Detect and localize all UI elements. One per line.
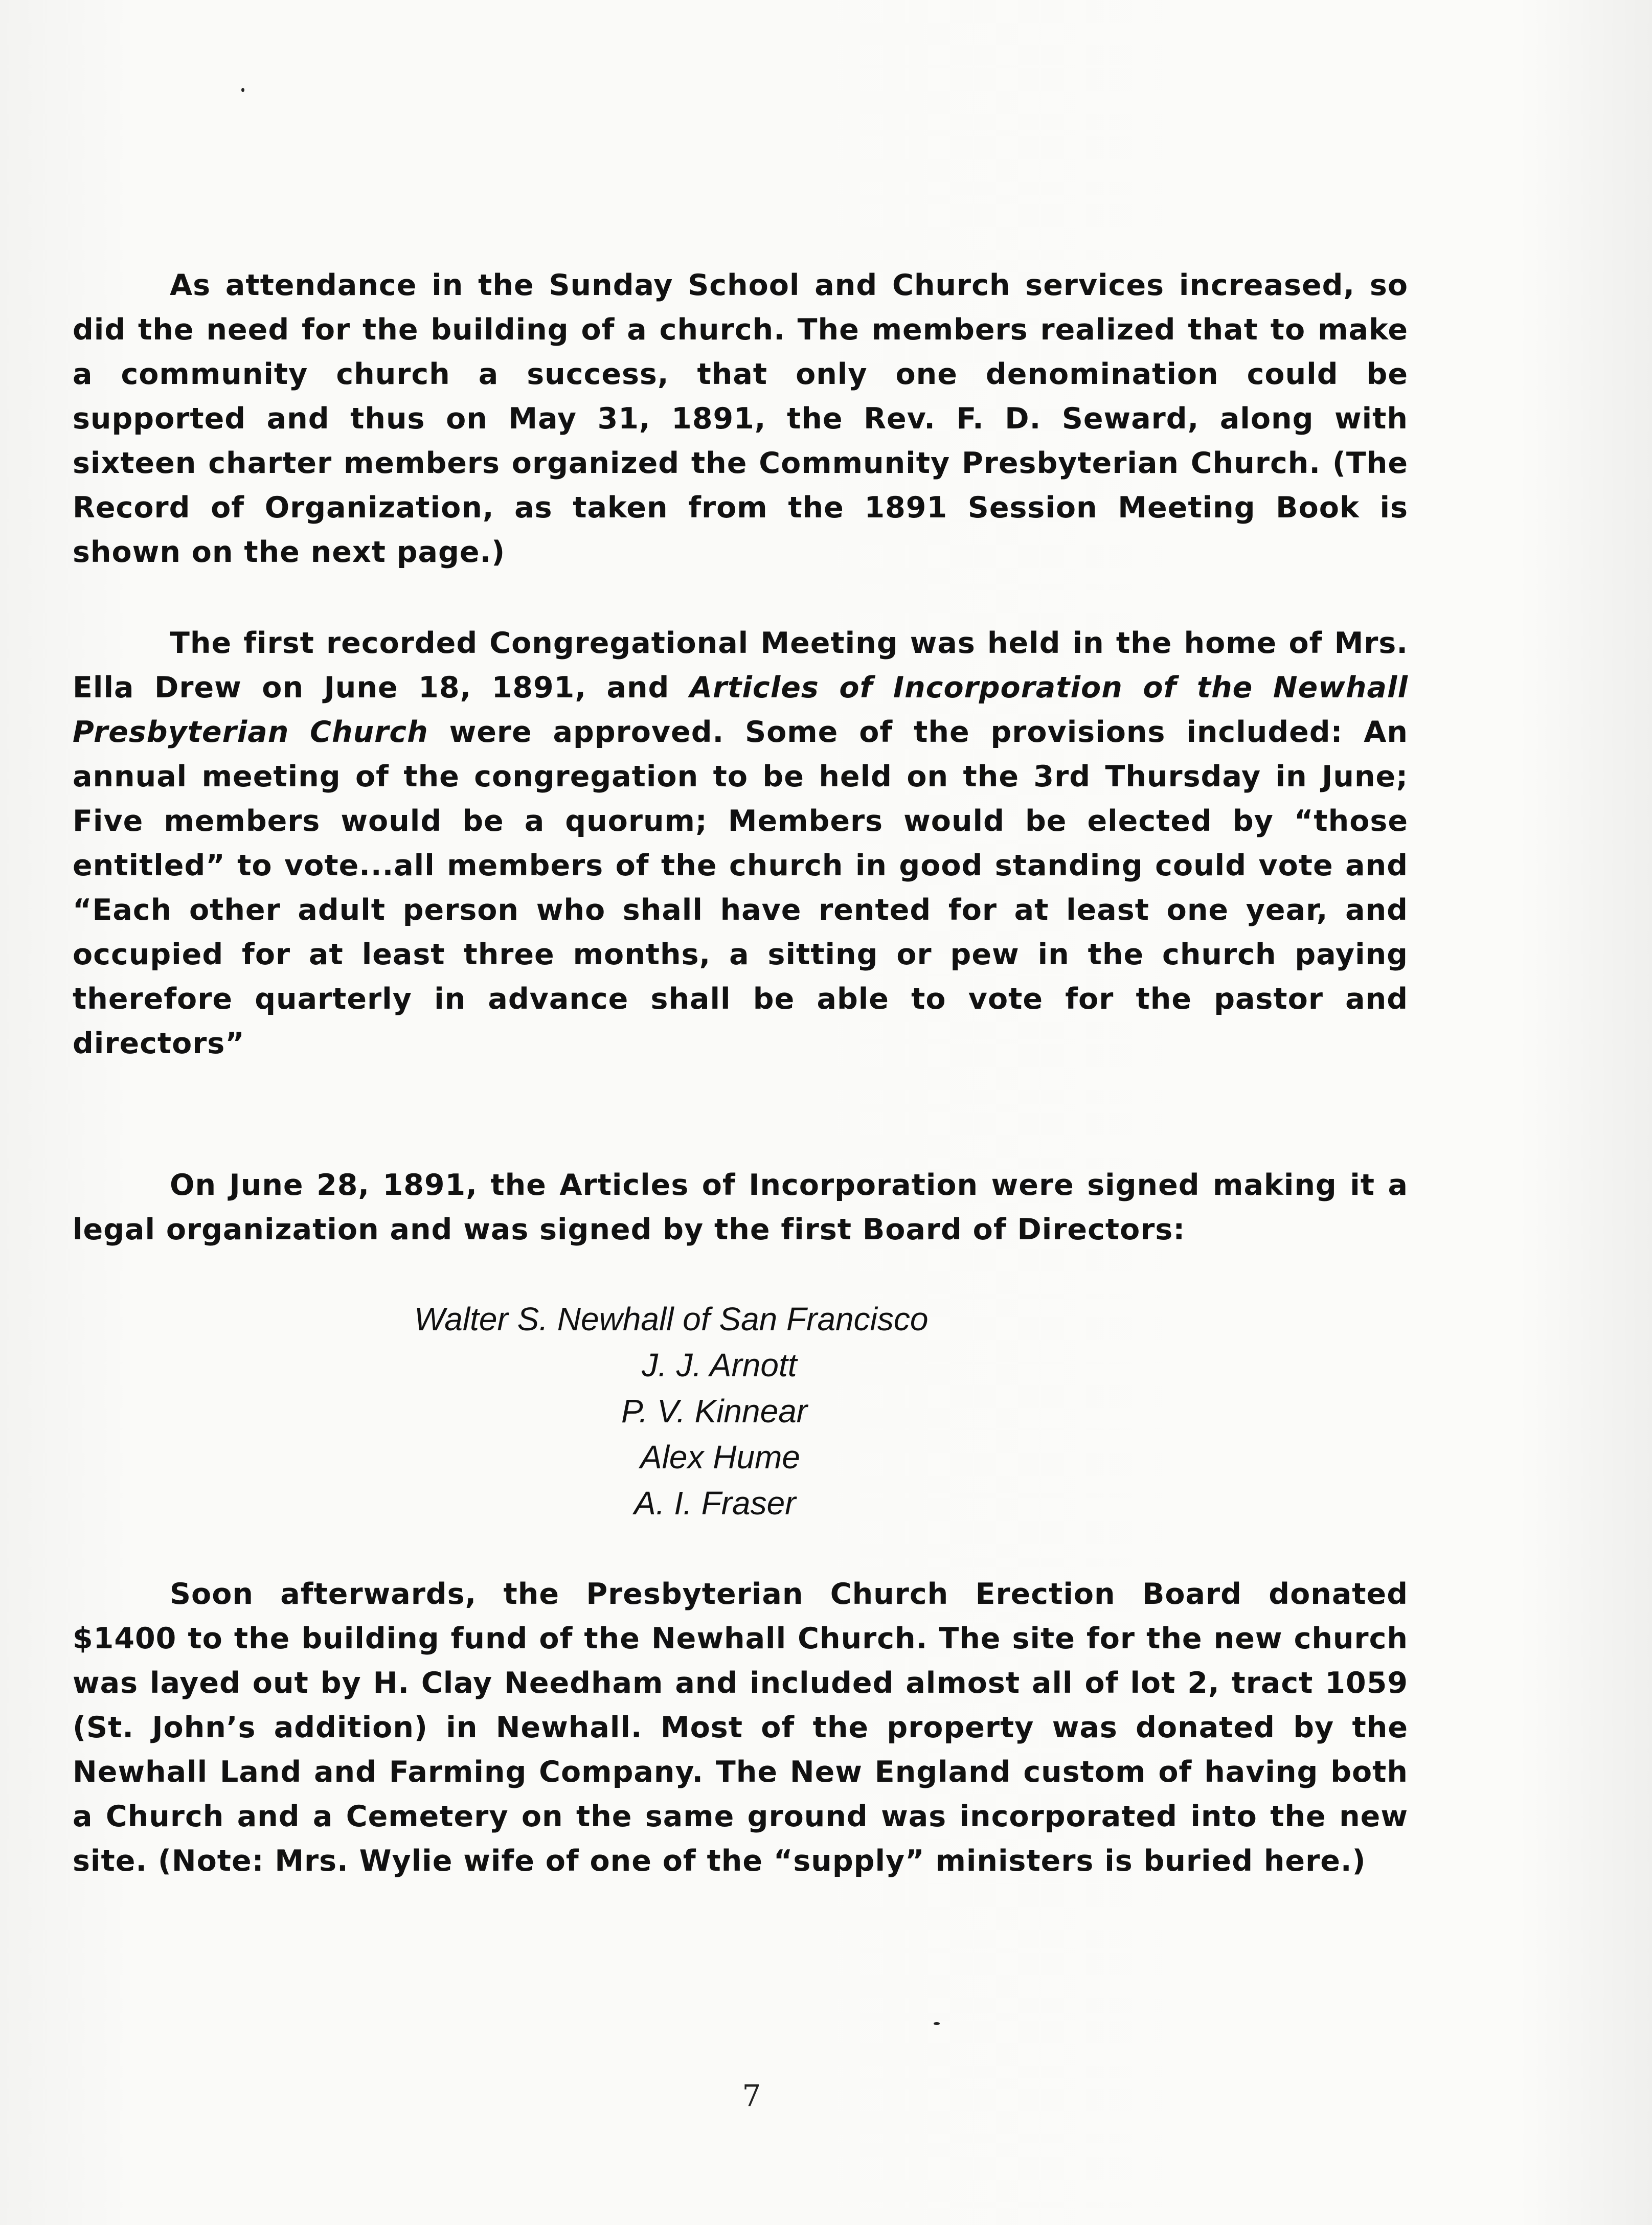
director-name: J. J. Arnott [642, 1347, 797, 1383]
paragraph-meeting-text-end: were approved. Some of the provisions included: An annual meeting of the congregation to be held on the 3rd Thursday in June; Five members would be a quorum; Members would be elected by “those entitled” to vote...all members of the church in good standing could vote and “Each other adult person who shall have rented for at least one year, and occupied for at least three months, a sitting or pew in the church paying therefore quarterly in advance shall be able to vote for the pastor and directors” [73, 715, 1408, 1060]
director-name: Alex Hume [640, 1439, 800, 1475]
paragraph-erection-text: Soon afterwards, the Presbyterian Church Erection Board donated $1400 to the building fund of the Newhall Church. The site for the new church was layed out by H. Clay Needham and included almost all of lot 2, tract 1059 (St. John’s addition) in Newhall. Most of the property was donated by the Newhall Land and Farming Company. The New England custom of having both a Church and a Cemetery on the same ground was incorporated into the new site. (Note: Mrs. Wylie wife of one of the “supply” ministers is buried here.) [73, 1577, 1408, 1878]
paper-speck [241, 88, 244, 92]
page-number: 7 [742, 2078, 761, 2113]
director-name: A. I. Fraser [634, 1485, 796, 1522]
director-name: P. V. Kinnear [621, 1393, 808, 1429]
paragraph-attendance [73, 263, 1408, 575]
director-name: Walter S. Newhall of San Francisco [414, 1301, 929, 1337]
paragraph-articles-signed [73, 1163, 1408, 1252]
paragraph-erection-board [73, 1572, 1408, 1883]
paragraph-congregational-meeting [73, 621, 1408, 1066]
paragraph-attendance-text: As attendance in the Sunday School and Church services increased, so did the need for the building of a church. The members realized that to make a community church a success, that only one denomination could be supported and thus on May 31, 1891, the Rev. F. D. Seward, along with sixteen charter members organized the Community Presbyterian Church. (The Record of Organization, as taken from the 1891 Session Meeting Book is shown on the next page.) [73, 268, 1408, 569]
paragraph-articles-text: On June 28, 1891, the Articles of Incorporation were signed making it a legal organization and was signed by the first Board of Directors: [73, 1168, 1408, 1246]
articles-title-italic: Articles of Incorporation of the Newhall Presbyterian Church [73, 671, 1408, 749]
paragraph-meeting-text-start: The first recorded Congregational Meeting was held in the home of Mrs. Ella Drew on June 18, 1891, and [73, 626, 1408, 705]
paper-speck [934, 2022, 940, 2025]
